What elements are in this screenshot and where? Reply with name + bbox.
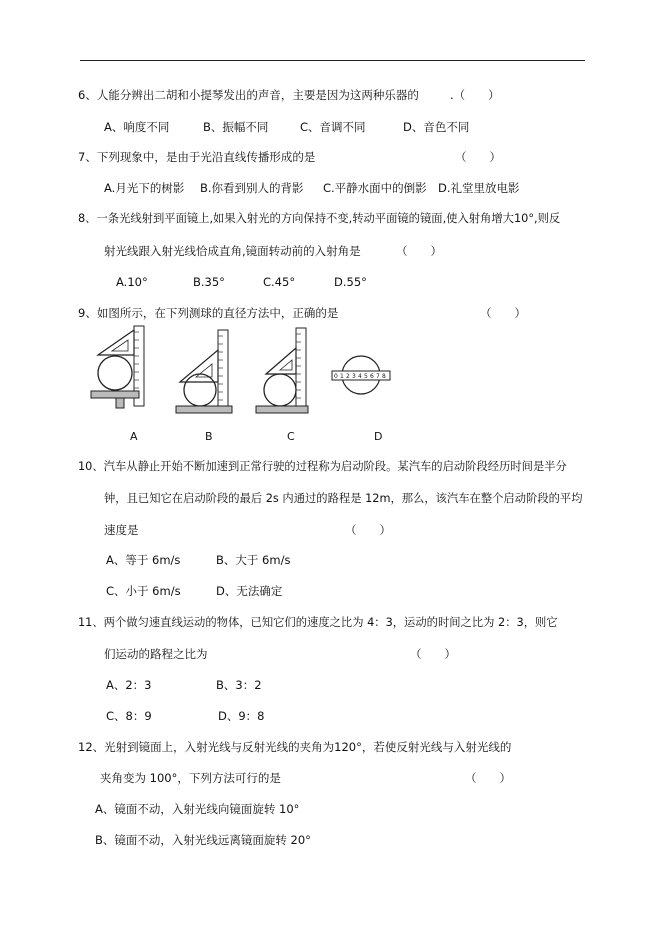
q8-option-c: C.45° [263,275,296,289]
q11-option-d: D、9：8 [218,709,265,723]
q6-option-b: B、振幅不同 [203,120,269,134]
q9-paren: （ ） [480,306,526,320]
q10-paren: （ ） [345,523,391,537]
q6-stem: 6、人能分辨出二胡和小提琴发出的声音，主要是因为这两种乐器的 [78,88,419,102]
q6-paren: .（ ） [450,88,500,102]
q7-stem: 7、下列现象中，是由于光沿直线传播形成的是 [78,150,316,164]
q9-stem: 9、如图所示，在下列测球的直径方法中，正确的是 [78,306,339,320]
q10-line2: 钟，且已知它在启动阶段的最后 2s 内通过的路程是 12m，那么，该汽车在整个启动阶段的平均 [104,492,583,505]
q7-option-c: C.平静水面中的倒影 [323,181,427,195]
q10-option-d: D、无法确定 [216,584,283,598]
q6-option-d: D、音色不同 [403,120,470,134]
q8-paren: （ ） [396,244,442,258]
figure-b-label: B [205,430,213,443]
q10-option-c: C、小于 6m/s [106,584,181,598]
svg-text:0: 0 [334,373,338,380]
q10-option-a: A、等于 6m/s [106,553,181,567]
figure-c [252,326,314,416]
q11-option-c: C、8：9 [106,709,152,723]
figure-a [88,320,152,410]
header-rule [80,60,585,61]
figure-d [330,350,392,400]
q7-option-a: A.月光下的树影 [104,181,185,195]
figure-d-label: D [374,430,383,443]
q8-option-d: D.55° [334,275,367,289]
q12-option-a: A、镜面不动，入射光线向镜面旋转 10° [95,802,300,816]
q11-option-b: B、3：2 [216,678,262,692]
figure-a-label: A [130,430,138,443]
svg-text:4: 4 [358,373,362,380]
q11-option-a: A、2：3 [106,678,152,692]
q6-option-c: C、音调不同 [300,120,366,134]
q12-line2: 夹角变为 100°，下列方法可行的是 [100,771,281,785]
q12-paren: （ ） [465,771,511,785]
q7-paren: （ ） [455,150,501,164]
figure-b [170,322,238,414]
q7-option-d: D.礼堂里放电影 [438,181,520,195]
q12-option-b: B、镜面不动，入射光线远离镜面旋转 20° [95,833,311,847]
q12-line1: 12、光射到镜面上，入射光线与反射光线的夹角为120°，若使反射光线与入射光线的 [78,740,512,754]
q8-line2: 射光线跟入射光线恰成直角,镜面转动前的入射角是 [104,244,361,258]
q11-paren: （ ） [410,647,456,661]
svg-text:1: 1 [340,373,344,380]
svg-text:8: 8 [382,373,386,380]
q11-line2: 们运动的路程之比为 [104,647,208,661]
svg-text:7: 7 [376,373,380,380]
q8-option-a: A.10° [116,275,148,289]
q6-option-a: A、响度不同 [104,120,170,134]
q8-option-b: B.35° [193,275,225,289]
svg-text:5: 5 [364,373,368,380]
q10-line3: 速度是 [104,523,139,537]
svg-text:3: 3 [352,373,356,380]
svg-text:6: 6 [370,373,374,380]
figure-c-label: C [287,430,295,443]
q7-option-b: B.你看到别人的背影 [200,181,304,195]
q10-line1: 10、汽车从静止开始不断加速到正常行驶的过程称为启动阶段。某汽车的启动阶段经历时间是半分 [78,460,567,473]
svg-text:2: 2 [346,373,350,380]
q8-line1: 8、一条光线射到平面镜上,如果入射光的方向保持不变,转动平面镜的镜面,使入射角增大10°,则反 [78,212,561,225]
q11-line1: 11、两个做匀速直线运动的物体，已知它们的速度之比为 4：3，运动的时间之比为 2：3，则它 [78,616,558,629]
q10-option-b: B、大于 6m/s [216,553,291,567]
